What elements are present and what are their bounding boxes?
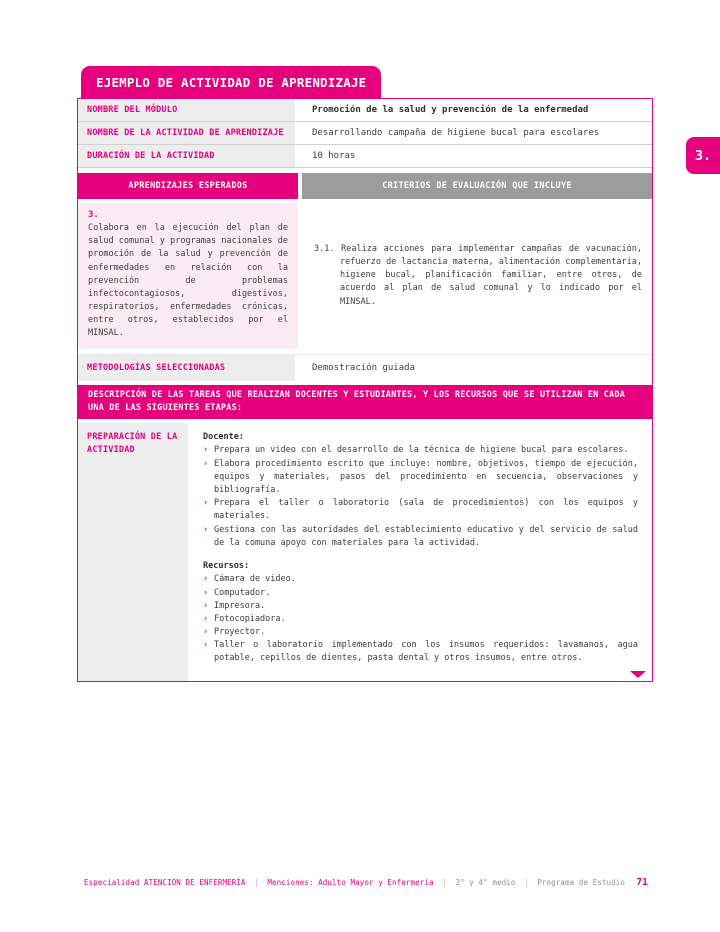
page-title-label: EJEMPLO DE ACTIVIDAD DE APRENDIZAJE — [96, 74, 367, 90]
activity-table — [77, 98, 653, 682]
metodologias-label: METODOLOGÍAS SELECCIONADAS — [78, 355, 295, 381]
module-name-value: Promoción de la salud y prevención de la enfermedad — [312, 105, 589, 115]
preparacion-section — [78, 423, 652, 681]
list-item-text: Taller o laboratorio implementado con los insumos requeridos: lavamanos, agua potable, cepillos de dientes, pasta dental y otros insumos, entre otros. — [214, 640, 638, 664]
bullet-icon: › — [203, 587, 209, 598]
footer-breadcrumb — [84, 878, 625, 887]
bullet-icon: › — [203, 498, 209, 509]
list-item-text: Gestiona con las autoridades del establecimiento educativo y del servicio de salud de la comuna apoyo con materiales para la actividad. — [214, 524, 638, 548]
footer-separator: | — [524, 878, 529, 887]
table-row — [78, 122, 652, 145]
duration-value: 10 horas — [312, 151, 356, 161]
docente-heading: Docente: — [203, 431, 244, 442]
list-item — [203, 573, 638, 586]
module-name-label: NOMBRE DEL MÓDULO — [78, 99, 295, 121]
criterios-text — [314, 243, 642, 309]
list-item — [203, 613, 638, 626]
page-footer — [84, 877, 648, 888]
activity-name-value: Desarrollando campaña de higiene bucal para escolares — [312, 128, 600, 138]
aprendizaje-number: 3. — [88, 210, 99, 220]
bullet-icon: › — [203, 458, 209, 469]
list-item-text: Cámara de video. — [214, 574, 296, 585]
list-item-text: Impresora. — [214, 600, 266, 611]
list-item — [203, 497, 638, 523]
table-row — [78, 99, 652, 122]
list-item-text: Prepara un video con el desarrollo de la técnica de higiene bucal para escolares. — [214, 445, 629, 456]
column-header-criterios: CRITERIOS DE EVALUACIÓN QUE INCLUYE — [302, 173, 652, 199]
page-title — [81, 66, 381, 98]
criterios-number: 3.1. — [314, 243, 335, 254]
column-header-aprendizajes: APRENDIZAJES ESPERADOS — [78, 173, 298, 199]
list-item-text: Computador. — [214, 587, 271, 598]
criterios-body: Realiza acciones para implementar campañas de vacunación, refuerzo de lactancia materna, alimentación complementaria, higiene bucal, planificación familiar, entre otros, de acuerdo al plan de salud comunal y lo indicado por el MINSAL. — [340, 243, 642, 307]
footer-program: Programa de Estudio — [537, 878, 626, 887]
preparacion-content — [191, 423, 652, 681]
bullet-icon: › — [203, 600, 209, 611]
bullet-icon: › — [203, 524, 209, 535]
list-item-text: Prepara el taller o laboratorio (sala de procedimientos) con los equipos y materiales. — [214, 498, 638, 522]
list-item-text: Fotocopiadora. — [214, 613, 286, 624]
list-item — [203, 444, 638, 457]
chapter-tab — [686, 137, 720, 174]
footer-separator: | — [442, 878, 447, 887]
bullet-icon: › — [203, 640, 209, 651]
list-item — [203, 458, 638, 498]
list-item-text: Elabora procedimiento escrito que incluye: nombre, objetivos, tiempo de ejecución, equipos y materiales, pasos del procedimiento en secuencia, observaciones y bibliografía. — [214, 458, 638, 495]
docente-list — [203, 444, 638, 549]
column-headers — [78, 173, 652, 199]
list-item — [203, 626, 638, 639]
descripcion-banner: DESCRIPCIÓN DE LAS TAREAS QUE REALIZAN DOCENTES Y ESTUDIANTES, Y LOS RECURSOS QUE SE UTILIZAN EN CADA UNA DE LAS SIGUIENTES ETAPAS: — [78, 385, 652, 419]
list-item — [203, 524, 638, 550]
footer-specialty: Especialidad ATENCIÓN DE ENFERMERÍA — [84, 878, 246, 887]
metodologias-value: Demostración guiada — [312, 362, 415, 373]
chapter-tab-label: 3. — [694, 147, 712, 164]
table-row — [78, 354, 652, 381]
criterios-cell — [302, 203, 652, 349]
preparacion-label: PREPARACIÓN DE LA ACTIVIDAD — [78, 423, 188, 681]
list-item — [203, 600, 638, 613]
recursos-list — [203, 573, 638, 665]
footer-separator: | — [254, 878, 259, 887]
continuation-arrow-icon — [630, 671, 646, 678]
recursos-heading: Recursos: — [203, 560, 250, 571]
list-item — [203, 587, 638, 600]
activity-name-label: NOMBRE DE LA ACTIVIDAD DE APRENDIZAJE — [78, 122, 295, 144]
list-item-text: Proyector. — [214, 627, 266, 638]
footer-grade: 3° y 4° medio — [455, 878, 516, 887]
aprendizaje-cell — [78, 203, 298, 349]
bullet-icon: › — [203, 574, 209, 585]
bullet-icon: › — [203, 445, 209, 456]
duration-label: DURACIÓN DE LA ACTIVIDAD — [78, 145, 295, 167]
footer-mentions: Menciones: Adulto Mayor y Enfermería — [267, 878, 434, 887]
aprendizaje-text: Colabora en la ejecución del plan de salud comunal y programas nacionales de promoción de la salud y prevención de enfermedades en relación con la prevención de problemas infectocontagiosos, digestivos, respiratorios, enfermedades crónicas, entre otros, establecidos por el MINSAL. — [88, 223, 288, 339]
table-row — [78, 203, 652, 349]
list-item — [203, 639, 638, 665]
bullet-icon: › — [203, 627, 209, 638]
page-number: 71 — [636, 877, 648, 888]
table-row — [78, 145, 652, 168]
bullet-icon: › — [203, 613, 209, 624]
